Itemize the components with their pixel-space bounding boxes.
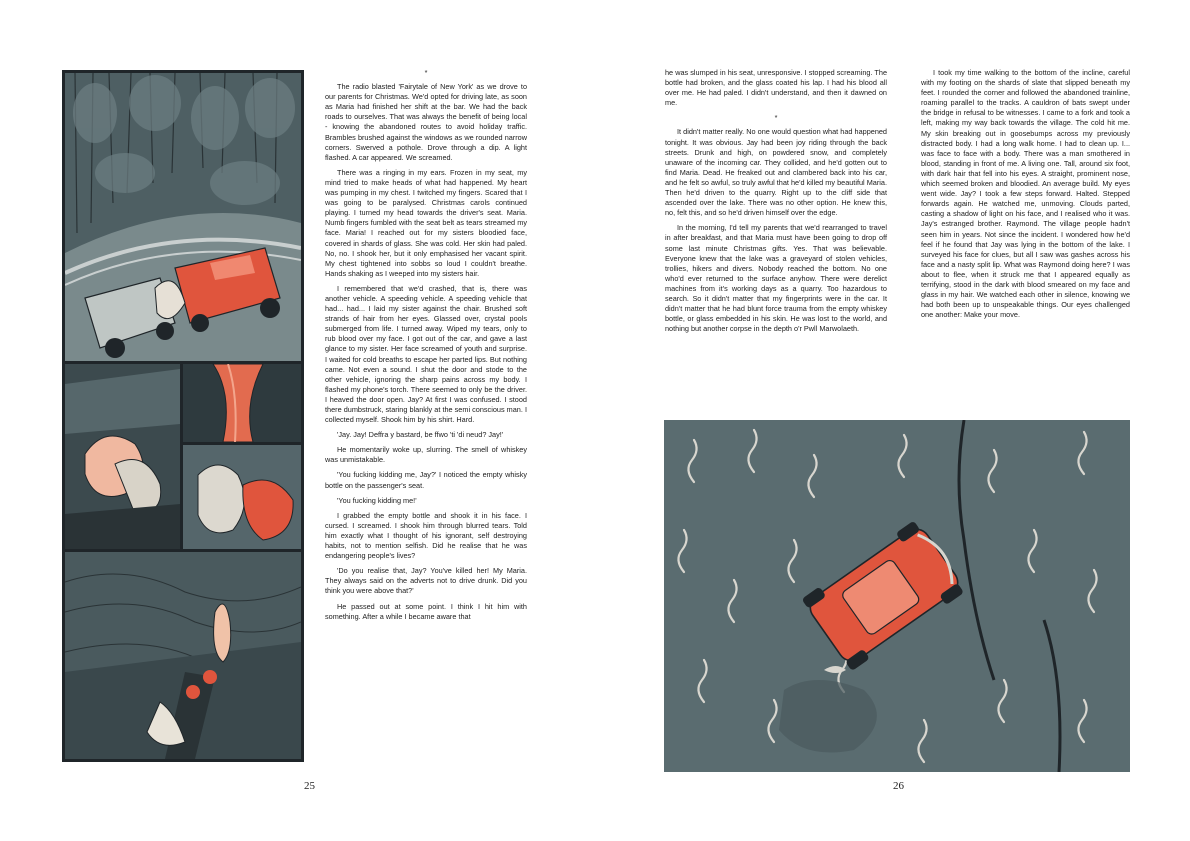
paragraph: The radio blasted 'Fairytale of New York' as we drove to our parents for Christmas. We'd opted for driving late, as soon as Maria had finished her shift at the bar. We had the back roads to ourselves. That was always the benefit of being local - knowing the abandoned routes to avoid holiday traffic. Brambles brushed against the windows as we rounded narrow corners. Swerved a pothole. Drove through a dip. A light flashed. A car appeared. We screamed. [325,82,527,162]
right-text-column-1 [665,68,887,339]
lake-car-illustration [664,420,1130,772]
paragraph: I took my time walking to the bottom of the incline, careful with my footing on the shards of slate that slipped beneath my feet. I rounded the corner and followed the abandoned trainline, roaming parallel to the tracks. A cauldron of bats swept under the bridge in refusal to be witnesses. I came to a fork and took a left, making my way back towards the village. The cold hit me. My skin breaking out in goosebumps across my previously distracted body. I had a long walk home. I had to clean up. I... was face to face with a body. There was a man smothered in blood, standing in front of me. A living one. Tall, around six foot, with dark hair that fell into his eyes. A straight, prominent nose, which seemed broken and bloodied. An average build. My eyes went wide. Jay? I took a few steps forward. Halted. Stepped forwards again. He watched me, unmoving. Clouds parted, casting a shadow of light on his face, and I realised who it was. Jay's estranged brother. Raymond. The village people hadn't seen him in years. Not since the incident. I wondered how he'd feel if he found that Jay was lying in the bottom of the lake. I surveyed his face for clues, but all I saw was gashes across his face and a nasty split lip. What was Raymond doing here? I was about to flee, when it struck me that I appeared equally as terrifying, stood in the dark with blood smeared on my face and glass in my hair. We watched each other in silence, knowing we had both been up to unspeakable things. Our eyes challenged one another: Make your move. [921,68,1130,320]
paragraph: he was slumped in his seat, unresponsive. I stopped screaming. The bottle had broken, and the glass coated his lap. I had his blood all over me. He had paled. I didn't understand, and then it dawned on me. [665,68,887,108]
page-number: 26 [893,780,904,792]
paragraph: He passed out at some point. I think I hit him with something. After a while I became aware that [325,601,527,621]
comic-panel-crash [65,73,301,361]
paragraph: 'Jay. Jay! Deffra y bastard, be ffwo 'ti 'di neud? Jay!' [337,430,504,440]
comic-panel-cliff [65,552,301,759]
paragraph: There was a ringing in my ears. Frozen in my seat, my mind tried to make heads of what had happened. My heart was pumping in my chest. I twitched my fingers. Scared that I was going to be paralysed. Christmas carols continued playing. I turned my head towards the driver's seat. Maria. Numb fingers fumbled with the seat belt as tears streamed my face. Maria! I reached out for my sisters bloodied face, covered in shards of glass. She was cold. Her skin had paled. No, no. I shook her, but it only emphasised her vacant spirit. My chest tightened into sobbs so loud I couldn't breathe. Hands shaking as I weeped into my sisters hair. [325,167,527,278]
comic-strip [62,70,304,762]
right-text-column-2 [921,68,1130,325]
paragraph: 'Do you realise that, Jay? You've killed her! My Maria. They always said on the adverts not to drive drunk. Did you think you were above that?' [325,566,527,596]
paragraph: 'You fucking kidding me!' [337,495,417,505]
paragraph: It didn't matter really. No one would question what had happened tonight. It was obvious. Jay had been joy riding through the back streets. Drunk and high, on powdered snow, and completely unaware of the incoming car. They collided, and he'd gotten out to find Maria. Dead. He freaked out and clambered back into his car, and he felt so awful, so truly awful that he'd killed my beautiful Maria. Then he'd driven to the quarry. Right up to the cliff side that ascended over the lake. There was no other option. He knew this, no, felt this, and so he'd driven himself over the edge. [665,127,887,218]
paragraph: I grabbed the empty bottle and shook it in his face. I cursed. I screamed. I shook him through blurred tears. Told him exactly what I thought of his ignorant, self destroying habits, not to mention selfish. Did he realise that he was endangering people's lives? [325,510,527,561]
paragraph: I remembered that we'd crashed, that is, there was another vehicle. A speeding vehicle. A speeding vehicle that had... had... I laid my sister against the chair. Brushed soft strands of hair from her eyes. Glassed over, crystal pools submerged from life. I turned away. Wiped my tears, only to rub blood over my face. I got out of the car, and gave a last glance to my sister. Her face screamed of youth and surprise. I waited for cold breaths to escape her parted lips. But nothing came. Not even a sound. I shut the door and stode to the other vehicle, ignoring the sharp pains across my body. I flashed my phone's torch. There seemed to only be the driver. I heaved the door open. Jay? At first I was confused. I stood there dumbstruck, staring blankly at the semi conscious man. I collected myself. Shook him by his shirt. Hard. [325,283,527,425]
left-text-column [325,68,527,627]
page-number: 25 [304,780,315,792]
scene-break-star: * [424,68,428,77]
paragraph: In the morning, I'd tell my parents that we'd rearranged to travel in after breakfast, and that Maria must have been going to drop off some last minute Christmas gifts. Yes. That was believable. Everyone knew that the lake was a graveyard of stolen vehicles, trollies, hikers and divers. Nobody reached the bottom. No one who'd ever returned to the surface anyhow. There were derelict machines from it's working days as a quarry. Too hazardous to search. So it didn't matter that my fingerprints were in the car. It didn't matter that he had blunt force trauma from the empty whiskey bottle, or glass embedded in his skin. He was lost to the world, and nothing but another corpse in the depth o'r Pwll Marwolaeth. [665,223,887,334]
comic-panel-interior [65,364,180,549]
scene-break-star: * [774,113,778,123]
comic-panel-hair [183,364,301,442]
paragraph: He momentarily woke up, slurring. The smell of whiskey was unmistakable. [325,445,527,465]
comic-panel-face [183,445,301,549]
paragraph: 'You fucking kidding me, Jay?' I noticed the empty whisky bottle on the passenger's seat. [325,470,527,490]
